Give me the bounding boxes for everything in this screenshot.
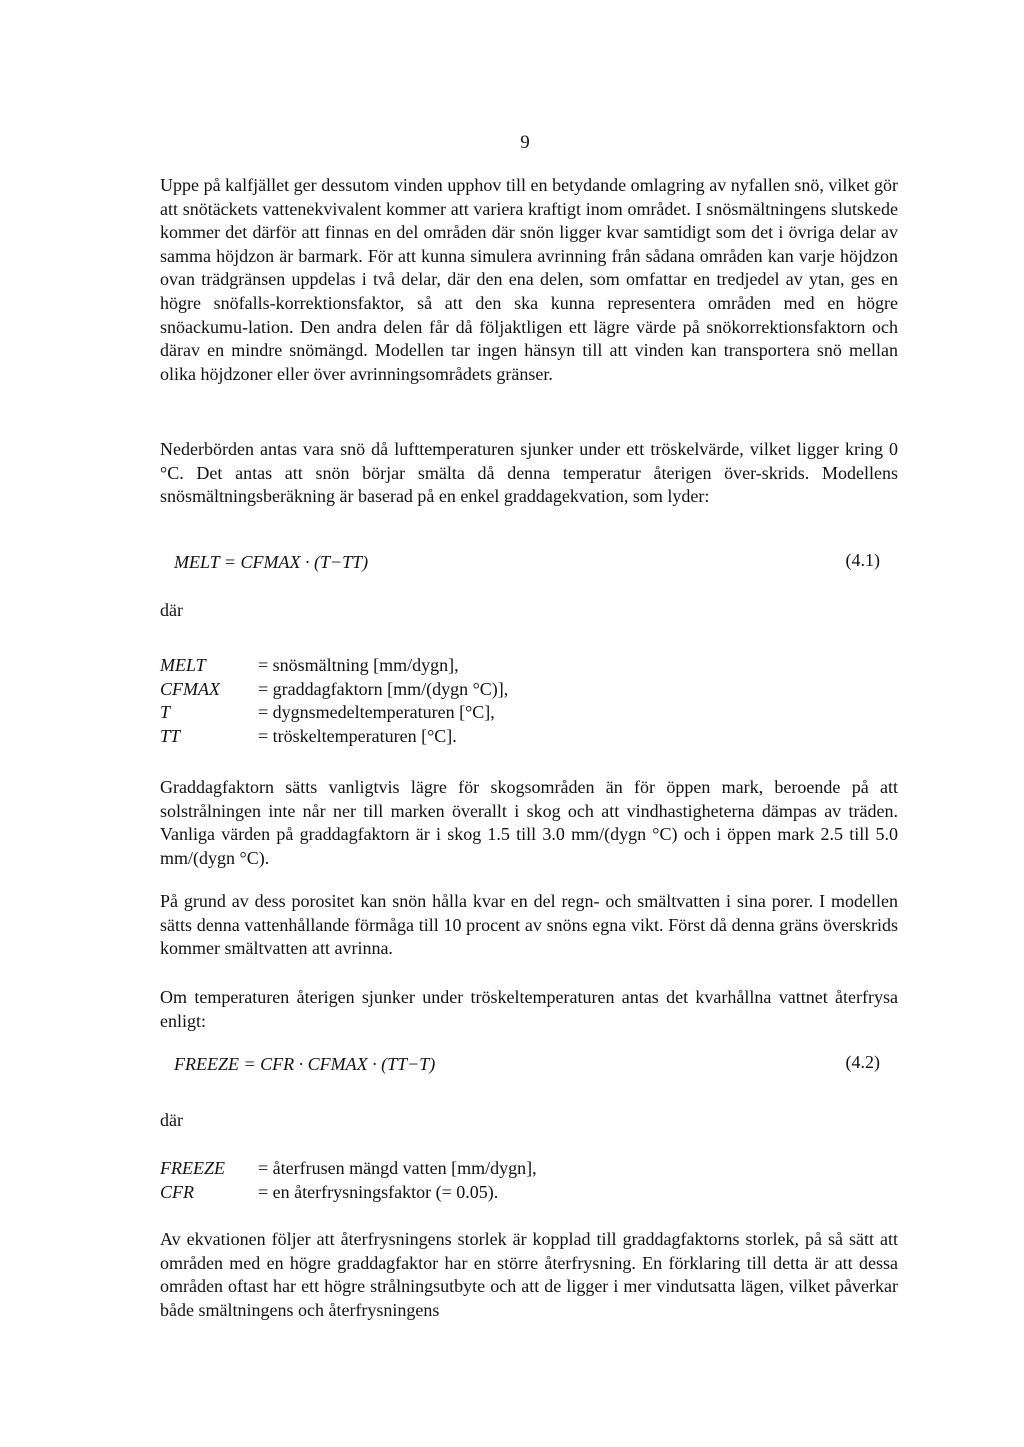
- equation-melt: [174, 552, 894, 573]
- paragraph-degree-day-factor: Graddagfaktorn sätts vanligtvis lägre för skogsområden än för öppen mark, beroende på att solstrålningen inte når ner till marken överallt i skog och att vindhastigheterna dämpas av träden. Vanliga värden på graddagfaktorn är i skog 1.5 till 3.0 mm/(dygn °C) och i öppen mark 2.5 till 5.0 mm/(dygn °C).: [160, 777, 898, 868]
- paragraph-precipitation-snow: Nederbörden antas vara snö då lufttemperaturen sjunker under ett tröskelvärde, vilket ligger kring 0 °C. Det antas att snön börjar smälta då denna temperatur återigen över-skrids. Modellens snösmältningsberäkning är baserad på en enkel graddagekvation, som lyder:: [160, 439, 898, 507]
- definition-description: = återfrusen mängd vatten [mm/dygn],: [258, 1158, 537, 1178]
- equation-melt-number: (4.1): [845, 550, 880, 570]
- paragraph-refreeze-conclusion: Av ekvationen följer att återfrysningens storlek är kopplad till graddagfaktorns storlek, på så sätt att områden med en högre graddagfaktor har en större återfrysning. En förklaring till detta är att dessa områden oftast har ett högre strålningsutbyte och att de ligger i mer vindutsatta lägen, vilket påverkar både smältningens och återfrysningens: [160, 1229, 898, 1320]
- definition-row: [160, 1157, 898, 1181]
- definition-symbol: TT: [160, 725, 181, 746]
- definition-description: = dygnsmedeltemperaturen [°C],: [258, 702, 495, 723]
- paragraph-refreeze-intro: Om temperaturen återigen sjunker under tröskeltemperaturen antas det kvarhållna vattnet återfrysa enligt:: [160, 987, 898, 1031]
- page-number: 9: [520, 132, 530, 153]
- equation-freeze-expression: FREEZE = CFR · CFMAX · (TT−T): [174, 1054, 436, 1074]
- definition-row: [160, 654, 898, 678]
- where-label-2: där: [160, 1110, 183, 1130]
- equation-melt-expression: MELT = CFMAX · (T−TT): [174, 552, 369, 572]
- definition-row: [160, 1181, 898, 1205]
- definition-symbol: FREEZE: [160, 1158, 225, 1178]
- definition-list-melt: [160, 654, 898, 748]
- definition-symbol: CFMAX: [160, 678, 220, 699]
- definition-row: [160, 725, 898, 749]
- definition-row: [160, 678, 898, 702]
- where-label-1: där: [160, 600, 183, 620]
- definition-description: = tröskeltemperaturen [°C].: [258, 725, 457, 746]
- definition-symbol: MELT: [160, 655, 206, 675]
- equation-freeze-number: (4.2): [845, 1052, 880, 1072]
- paragraph-porosity: På grund av dess porositet kan snön hålla kvar en del regn- och smältvatten i sina porer. I modellen sätts denna vattenhållande förmåga till 10 procent av snöns egna vikt. Först då denna gräns överskrids kommer smältvatten att avrinna.: [160, 891, 898, 959]
- definition-description: = graddagfaktorn [mm/(dygn °C)],: [258, 678, 509, 699]
- paragraph-wind-redistribution: Uppe på kalfjället ger dessutom vinden upphov till en betydande omlagring av nyfallen snö, vilket gör att snötäckets vattenekvivalent kommer att variera kraftigt inom området. I snösmältningens slutskede kommer det därför att finnas en del områden där snön ligger kvar samtidigt som det i övriga delar av samma höjdzon är barmark. För att kunna simulera avrinning från sådana områden kan varje höjdzon ovan trädgränsen uppdelas i två delar, där den ena delen, som omfattar en tredjedel av ytan, ges en högre snöfalls-korrektionsfaktor, så att den ska kunna representera områden med en högre snöackumu-lation. Den andra delen får då följaktligen ett lägre värde på snökorrektionsfaktorn och därav en mindre snömängd. Modellen tar ingen hänsyn till att vinden kan transportera snö mellan olika höjdzoner eller över avrinningsområdets gränser.: [160, 175, 898, 384]
- definition-description: = snösmältning [mm/dygn],: [258, 655, 459, 675]
- definition-list-freeze: [160, 1157, 898, 1204]
- definition-row: [160, 701, 898, 725]
- definition-symbol: T: [160, 702, 171, 723]
- equation-freeze: [174, 1054, 894, 1075]
- definition-description: = en återfrysningsfaktor (= 0.05).: [258, 1181, 499, 1202]
- definition-symbol: CFR: [160, 1181, 194, 1202]
